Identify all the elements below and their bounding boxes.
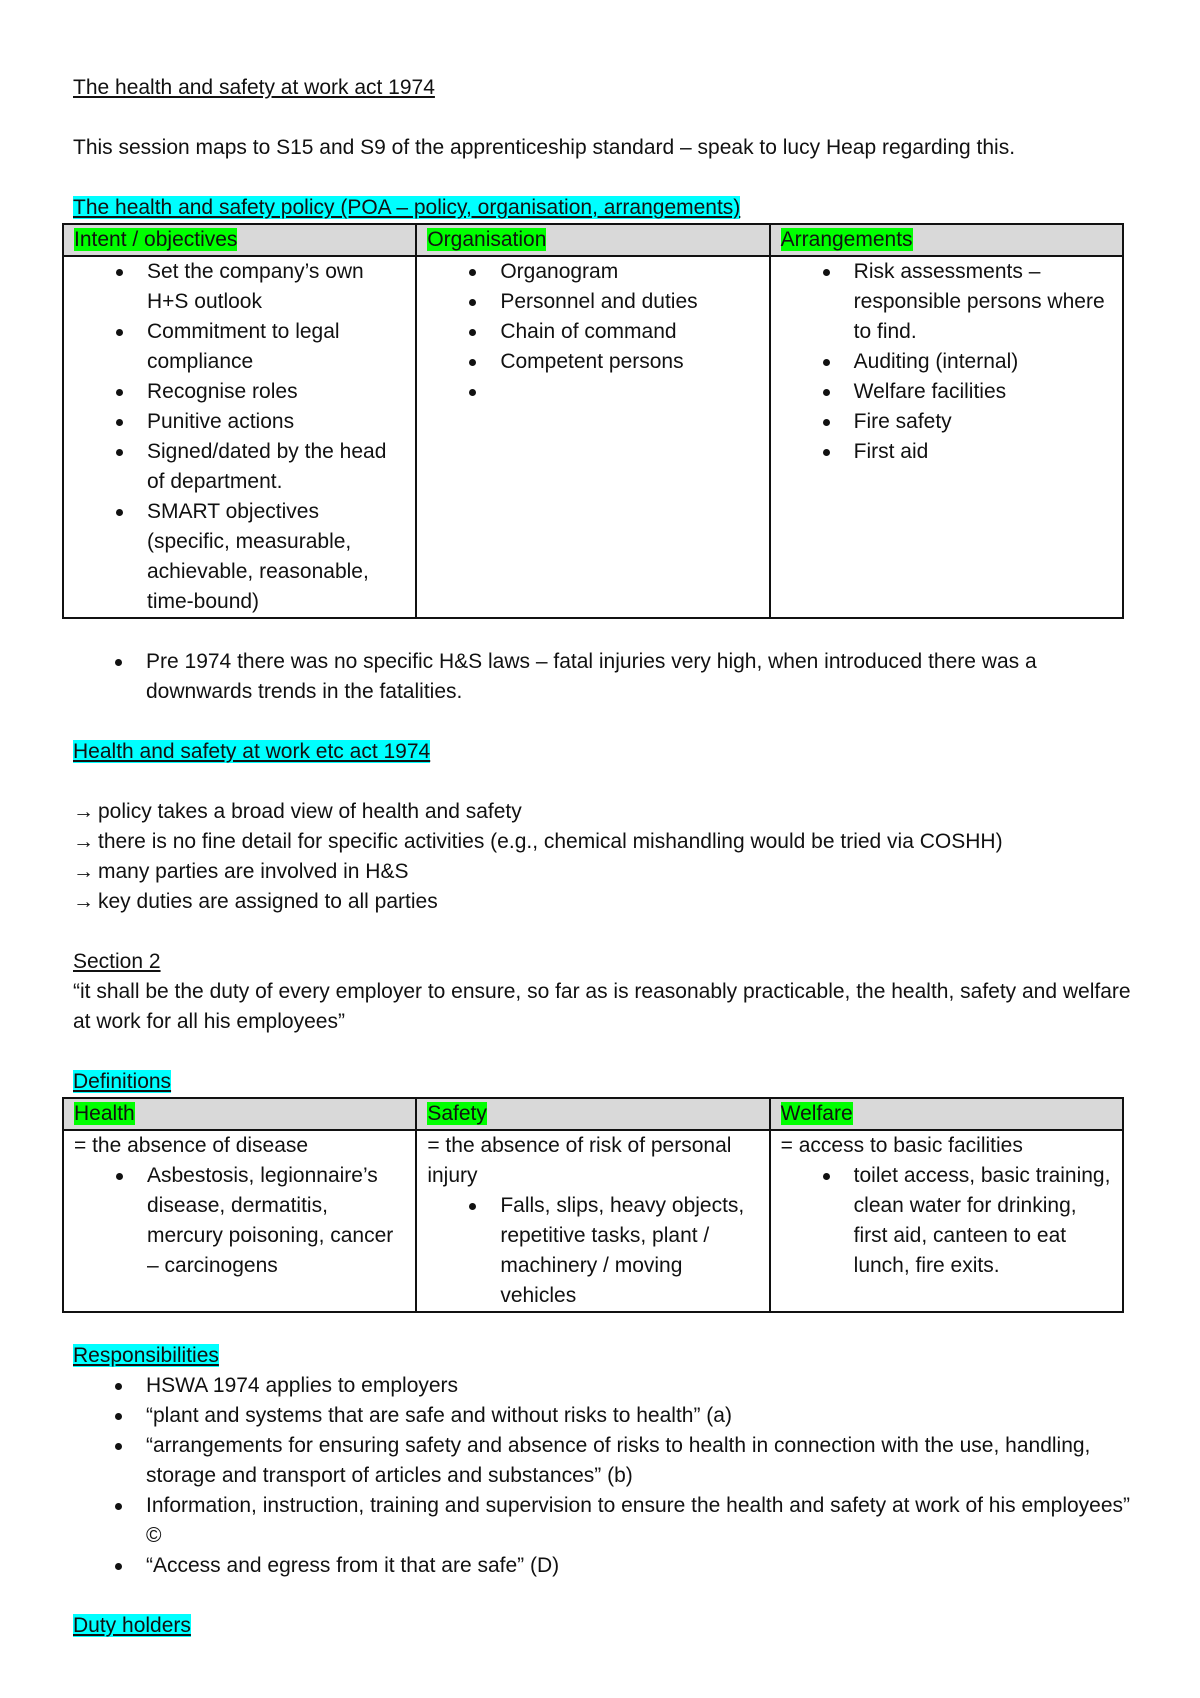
list-item: Risk assessments – responsible persons where to find. — [781, 257, 1112, 347]
list-item: “Access and egress from it that are safe” (D) — [73, 1551, 1133, 1581]
list-item: HSWA 1974 applies to employers — [73, 1371, 1133, 1401]
list-item — [427, 377, 758, 407]
arrow-point: → key duties are assigned to all parties — [73, 890, 438, 913]
list-item: Auditing (internal) — [781, 347, 1112, 377]
list-item: Competent persons — [427, 347, 758, 377]
section2-quote: “it shall be the duty of every employer to ensure, so far as is reasonably practicable, the health, safety and welfare at work for all his employees” — [73, 980, 1131, 1033]
duty-holders-heading: Duty holders — [73, 1614, 191, 1637]
list-item: First aid — [781, 437, 1112, 467]
section2-heading: Section 2 — [73, 950, 161, 973]
hswa-heading: Health and safety at work etc act 1974 — [73, 740, 431, 763]
document-body — [73, 73, 1133, 1641]
health-list — [74, 1161, 405, 1281]
list-item: Signed/dated by the head of department. — [74, 437, 405, 497]
definitions-heading: Definitions — [73, 1070, 172, 1093]
list-item: Falls, slips, heavy objects, repetitive tasks, plant / machinery / moving vehicles — [427, 1191, 758, 1311]
definitions-col-health: Health — [63, 1098, 416, 1130]
policy-table — [62, 223, 1124, 619]
welfare-list — [781, 1161, 1112, 1281]
definitions-col-welfare: Welfare — [770, 1098, 1123, 1130]
organisation-list — [427, 257, 758, 407]
safety-list — [427, 1191, 758, 1311]
arrangements-list — [781, 257, 1112, 467]
list-item: Commitment to legal compliance — [74, 317, 405, 377]
list-item: Set the company’s own H+S outlook — [74, 257, 405, 317]
intro-paragraph: This session maps to S15 and S9 of the apprenticeship standard – speak to lucy Heap regarding this. — [73, 136, 1016, 159]
pre1974-list — [73, 647, 1133, 707]
list-item: Punitive actions — [74, 407, 405, 437]
list-item: Organogram — [427, 257, 758, 287]
definitions-table — [62, 1097, 1124, 1313]
definitions-col-safety: Safety — [416, 1098, 769, 1130]
list-item: Recognise roles — [74, 377, 405, 407]
arrow-point: → many parties are involved in H&S — [73, 860, 409, 883]
list-item: “arrangements for ensuring safety and absence of risks to health in connection with the use, handling, storage and transport of articles and substances” (b) — [73, 1431, 1133, 1491]
health-definition: = the absence of disease — [74, 1134, 309, 1157]
list-item: Chain of command — [427, 317, 758, 347]
policy-intent-cell — [63, 256, 416, 618]
policy-col-organisation: Organisation — [416, 224, 769, 256]
list-item: Fire safety — [781, 407, 1112, 437]
list-item: Welfare facilities — [781, 377, 1112, 407]
arrow-right-icon: → — [73, 860, 94, 883]
list-item: Information, instruction, training and supervision to ensure the health and safety at work of his employees” © — [73, 1491, 1133, 1551]
policy-arrangements-cell — [770, 256, 1123, 618]
welfare-definition: = access to basic facilities — [780, 1134, 1023, 1157]
document-title: The health and safety at work act 1974 — [73, 76, 435, 99]
health-cell — [63, 1130, 416, 1312]
list-item: “plant and systems that are safe and without risks to health” (a) — [73, 1401, 1133, 1431]
arrow-point: → there is no fine detail for specific activities (e.g., chemical mishandling would be tried via COSHH) — [73, 830, 1003, 853]
policy-organisation-cell — [416, 256, 769, 618]
policy-col-arrangements: Arrangements — [770, 224, 1123, 256]
arrow-right-icon: → — [73, 800, 94, 823]
policy-col-intent: Intent / objectives — [63, 224, 416, 256]
safety-definition: = the absence of risk of personal injury — [427, 1134, 732, 1187]
safety-cell — [416, 1130, 769, 1312]
arrow-right-icon: → — [73, 830, 94, 853]
list-item: Asbestosis, legionnaire’s disease, dermatitis, mercury poisoning, cancer – carcinogens — [74, 1161, 405, 1281]
arrow-right-icon: → — [73, 890, 94, 913]
responsibilities-heading: Responsibilities — [73, 1344, 219, 1367]
arrow-point: → policy takes a broad view of health and safety — [73, 800, 522, 823]
intent-list — [74, 257, 405, 617]
list-item: Personnel and duties — [427, 287, 758, 317]
welfare-cell — [770, 1130, 1123, 1312]
list-item: SMART objectives (specific, measurable, achievable, reasonable, time-bound) — [74, 497, 405, 617]
list-item: toilet access, basic training, clean water for drinking, first aid, canteen to eat lunch, fire exits. — [781, 1161, 1112, 1281]
policy-heading: The health and safety policy (POA – policy, organisation, arrangements) — [73, 196, 741, 219]
hswa-points — [73, 797, 1133, 917]
list-item: Pre 1974 there was no specific H&S laws – fatal injuries very high, when introduced there was a downwards trends in the fatalities. — [73, 647, 1133, 707]
responsibilities-list — [73, 1371, 1133, 1581]
